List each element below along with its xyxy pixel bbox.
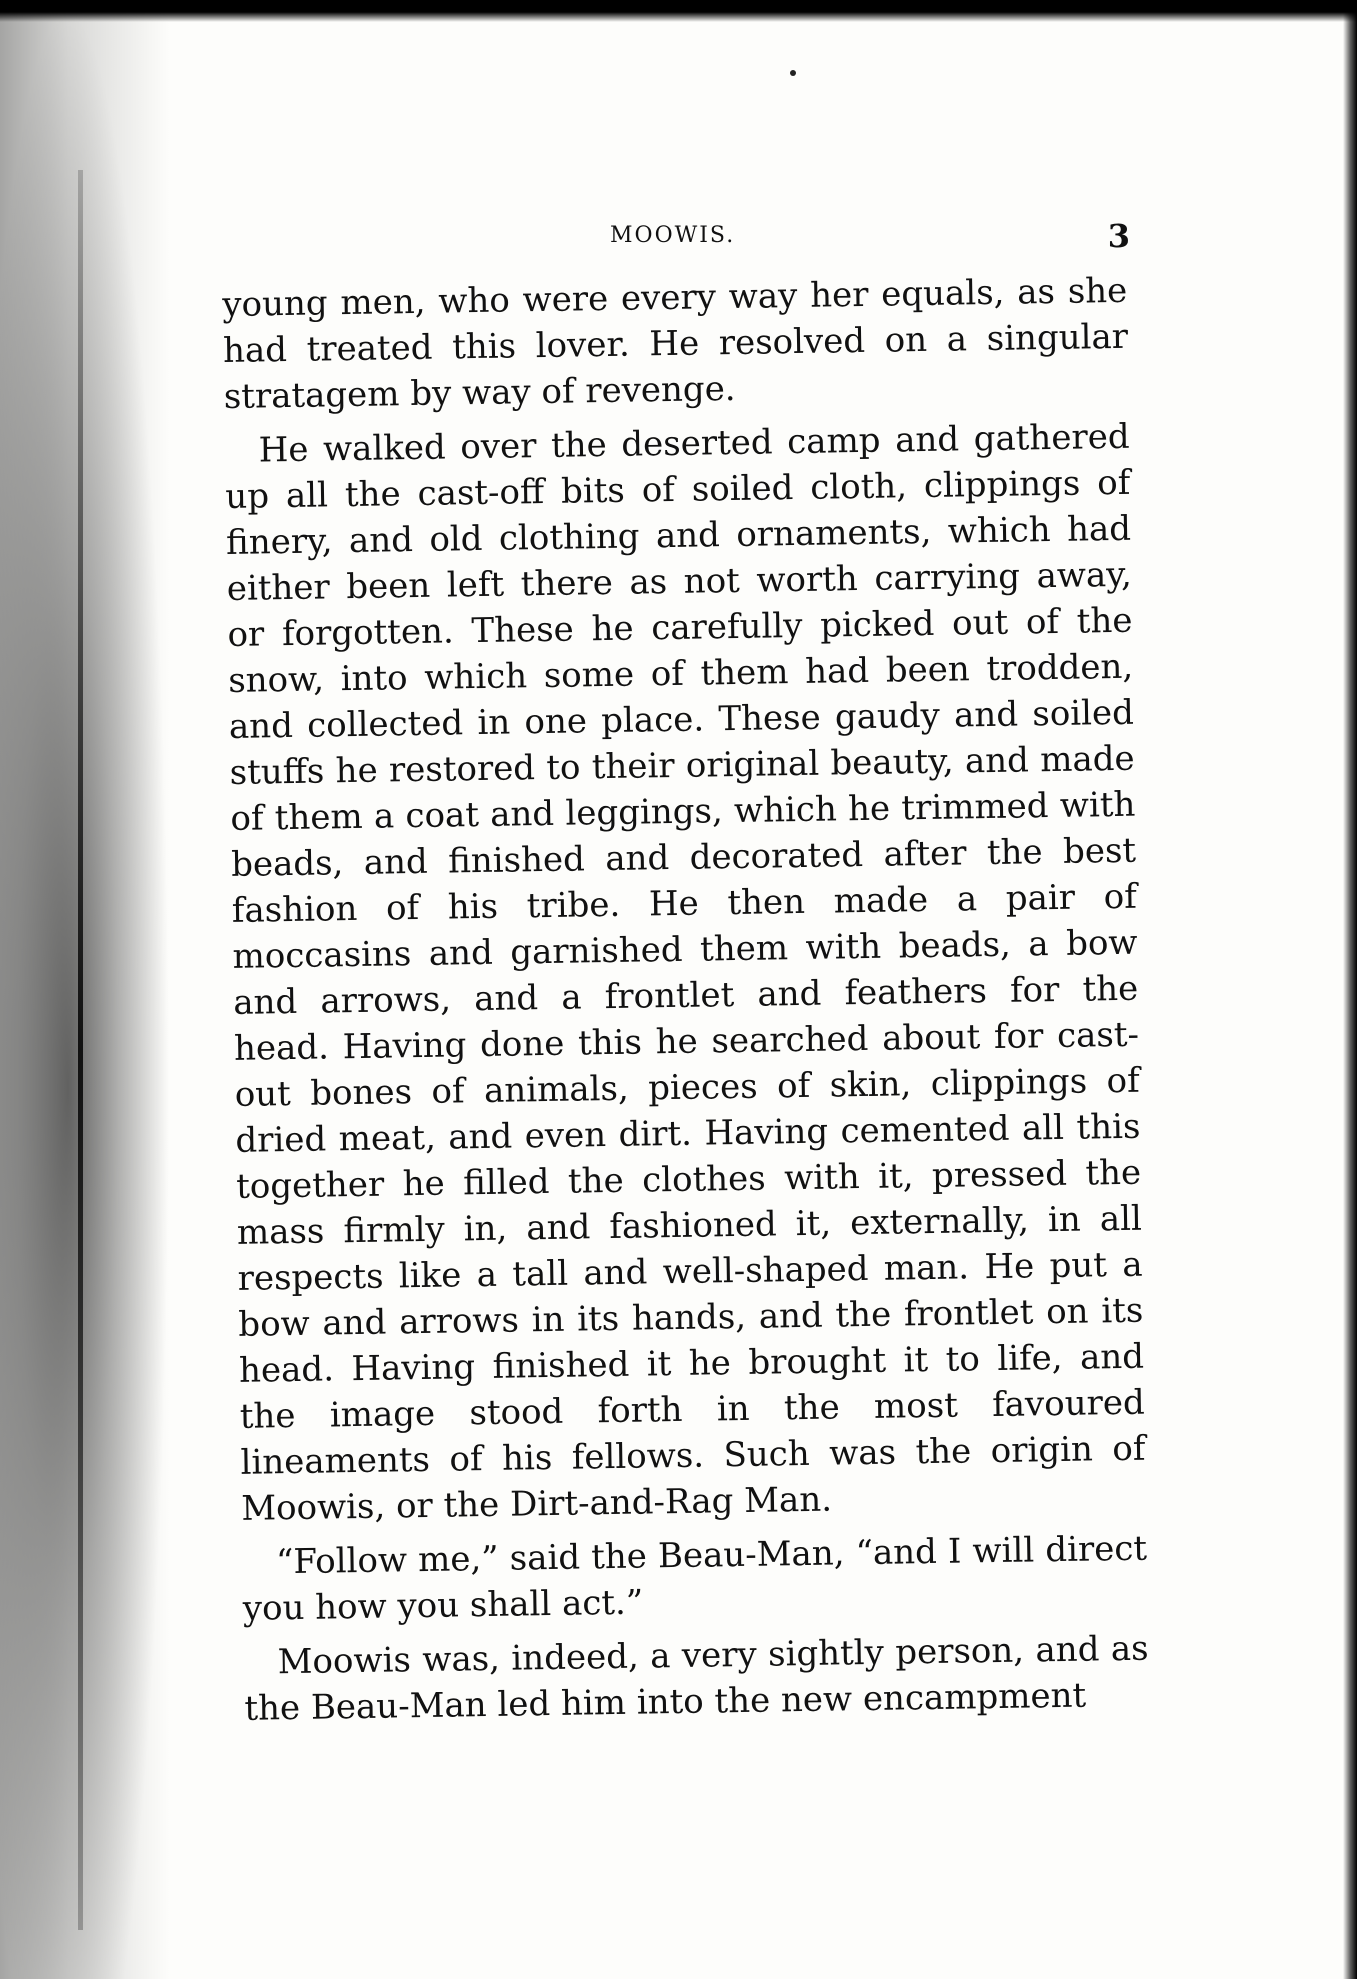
ink-speck: [790, 70, 796, 76]
paragraph: Moowis was, indeed, a very sightly person, and as the Beau-Man led him into the new encampment: [244, 1628, 1149, 1729]
paragraph: He walked over the deserted camp and gathered up all the cast-off bits of soiled cloth, clippings of finery, and old clothing and ornaments, which had either been left there as not worth carrying away, or forgotten. These he carefully picked out of the snow, into which some of them had been trodden, and collected in one place. These gaudy and soiled stuffs he restored to their original beauty, and made of them a coat and leggings, which he trimmed with beads, and finished and decorated after the best fashion of his tribe. He then made a pair of moccasins and garnished them with beads, a bow and arrows, and a frontlet and feathers for the head. Having done this he searched about for cast-out bones of animals, pieces of skin, clippings of dried meat, and even dirt. Having cemented all this together he filled the clothes with it, pressed the mass firmly in, and fashioned it, externally, in all respects like a tall and well-shaped man. He put a bow and arrows in its hands, and the frontlet on its head. Having finished it he brought it to life, and the image stood forth in the most favoured lineaments of his fellows. Such was the origin of Moowis, or the Dirt-and-Rag Man.: [225, 416, 1146, 1529]
running-head: MOOWIS.: [610, 223, 736, 248]
page-number: 3: [1107, 217, 1130, 255]
binding-shadow: [0, 0, 170, 1979]
binding-edge: [78, 170, 83, 1930]
body-text: [222, 268, 1150, 1740]
paragraph: “Follow me,” said the Beau-Man, “and I will direct you how you shall act.”: [242, 1528, 1148, 1629]
paragraph: young men, who were every way her equals, as she had treated this lover. He resolved on a singular stratagem by way of revenge.: [222, 270, 1129, 417]
page-header: [220, 215, 1130, 265]
scan-right-shadow: [1343, 0, 1357, 1979]
scan-top-shadow: [0, 0, 1357, 22]
